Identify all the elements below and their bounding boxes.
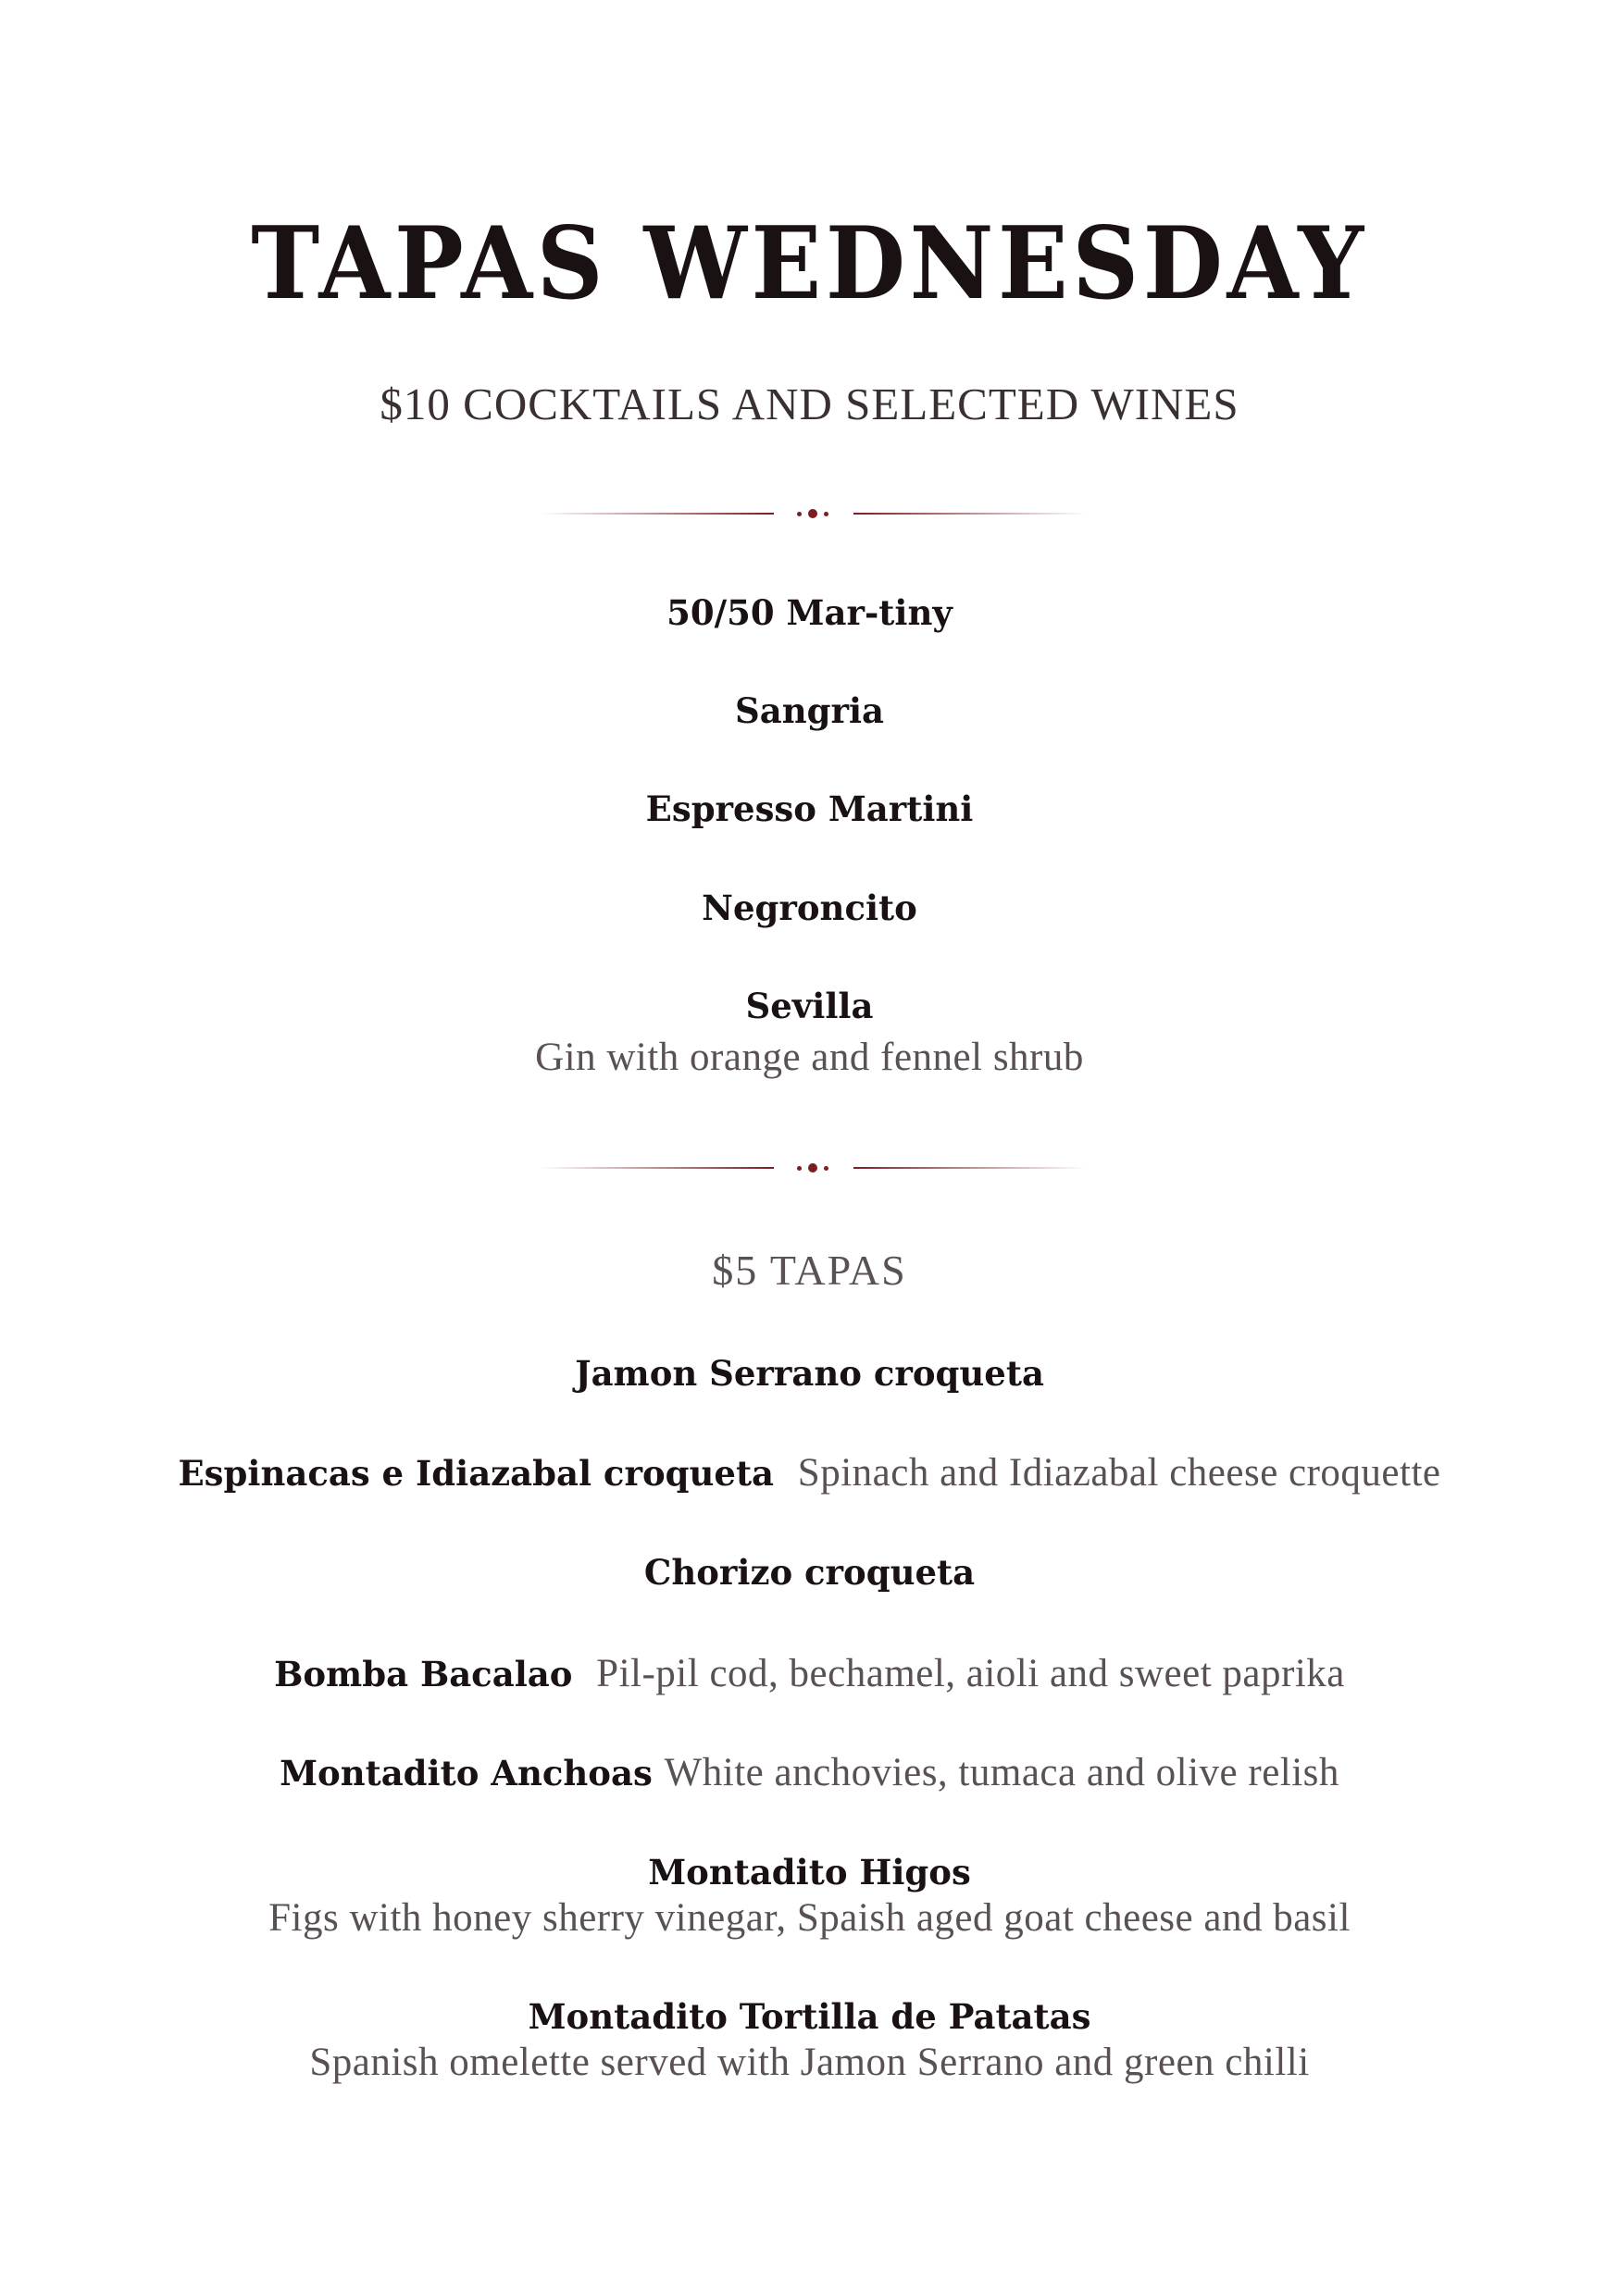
divider-line-right	[853, 1167, 1087, 1169]
tapas-item-description: Spanish omelette served with Jamon Serrano and green chilli	[309, 2041, 1310, 2084]
divider-line-left	[541, 1167, 774, 1169]
tapas-item-row	[0, 1651, 1619, 1696]
tapas-item-description: Spinach and Idiazabal cheese croquette	[797, 1451, 1441, 1495]
divider-dot	[824, 512, 828, 516]
page-subtitle: $10 COCKTAILS AND SELECTED WINES	[380, 379, 1239, 429]
tapas-item-description: Pil-pil cod, bechamel, aioli and sweet paprika	[596, 1652, 1345, 1695]
tapas-item-name: Espinacas e Idiazabal croqueta	[178, 1453, 775, 1494]
page-title: TAPAS WEDNESDAY	[251, 205, 1368, 322]
cocktail-item: Sangria	[735, 690, 884, 731]
tapas-item-name: Bomba Bacalao	[274, 1654, 573, 1694]
divider-line-right	[853, 513, 1087, 515]
tapas-item-name: Montadito Anchoas	[280, 1753, 653, 1793]
divider-dot	[824, 1166, 828, 1171]
cocktail-description: Gin with orange and fennel shrub	[535, 1036, 1084, 1079]
tapas-item: Montadito Tortilla de Patatas	[528, 1996, 1091, 2037]
ornament-divider	[541, 1162, 1087, 1173]
tapas-item: Jamon Serrano croqueta	[575, 1353, 1044, 1394]
tapas-item-description: Figs with honey sherry vinegar, Spaish aged goat cheese and basil	[268, 1896, 1351, 1940]
divider-line-left	[541, 513, 774, 515]
cocktail-item: 50/50 Mar-tiny	[666, 592, 953, 633]
divider-dot	[808, 509, 817, 518]
cocktail-item: Espresso Martini	[645, 788, 974, 829]
divider-dot	[797, 1166, 802, 1171]
section-heading-tapas: $5 TAPAS	[712, 1247, 907, 1294]
ornament-divider	[541, 508, 1087, 519]
divider-dot	[797, 512, 802, 516]
tapas-item-row	[0, 1450, 1619, 1496]
cocktail-item: Negroncito	[702, 887, 917, 928]
cocktail-item: Sevilla	[745, 986, 874, 1026]
tapas-item: Chorizo croqueta	[643, 1552, 976, 1593]
divider-dot	[808, 1163, 817, 1173]
tapas-item-row	[0, 1750, 1619, 1795]
tapas-item: Montadito Higos	[648, 1852, 971, 1893]
tapas-item-description: White anchovies, tumaca and olive relish	[664, 1751, 1339, 1794]
